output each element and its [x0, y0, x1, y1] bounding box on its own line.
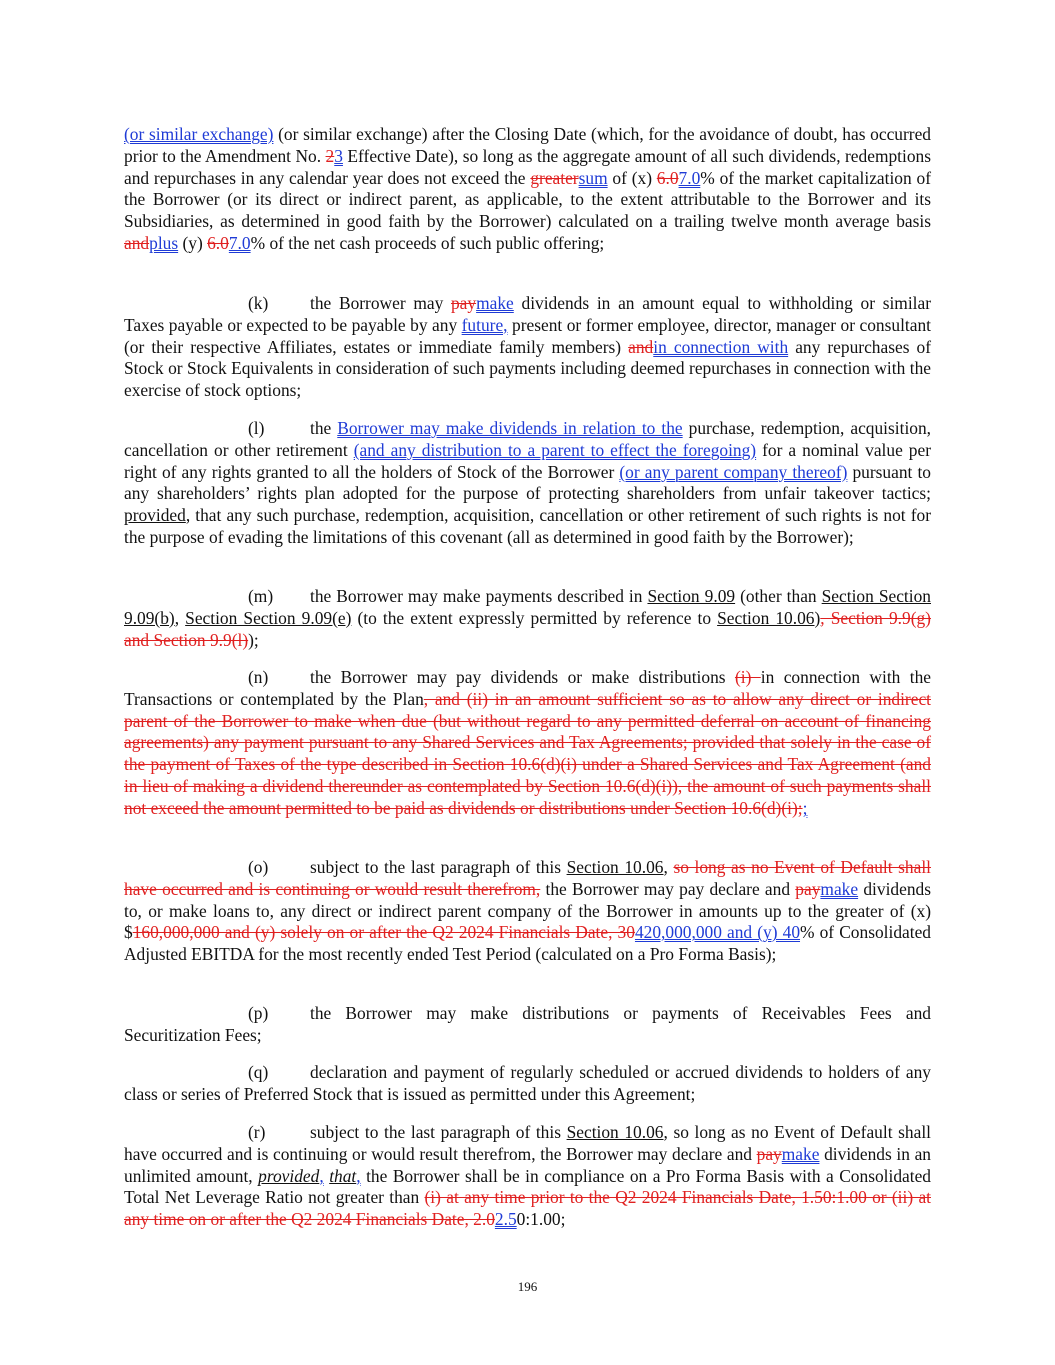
deleted-text: 2: [325, 145, 335, 166]
inserted-text: (and any distribution to a parent to effect the foregoing): [353, 439, 757, 460]
text-run: , so long as no Event of Default shall have occurred and is continuing or would result therefrom, the Borrower may declare and: [124, 1122, 931, 1164]
text-run: subject to the last paragraph of this: [310, 1122, 567, 1142]
text-run: ,: [663, 857, 674, 877]
text-run: subject to the last paragraph of this: [310, 857, 567, 877]
text-run: );: [248, 629, 259, 650]
deleted-text: , Section 9.9(g) and Section 9.9(l): [124, 607, 931, 650]
inserted-text: 420,000,000 and (y) 40: [634, 922, 801, 943]
text-run: declaration and payment of regularly scheduled or accrued dividends to holders of any class or series of Preferred Stock that is issued as permitted under this Agreement;: [124, 1062, 931, 1104]
text-run: the Borrower may make distributions or payments of Receivables Fees and Securitization Fees;: [124, 1003, 931, 1045]
deleted-text: pay: [450, 293, 477, 313]
inserted-text: (or similar exchange): [124, 124, 274, 144]
text-run: purchase, redemption, acquisition, cancellation or other retirement: [124, 418, 932, 460]
text-run: the Borrower may pay declare and: [540, 878, 796, 899]
text-run: the Borrower may: [310, 293, 451, 313]
clause-p: [124, 1003, 931, 1047]
underlined-reference: provided: [124, 505, 186, 526]
deleted-text: (i) at any time prior to the Q2 2024 Financials Date, 1.50:1.00 or (ii) at any time on or after the Q2 2024 Financials Date, 2.0: [124, 1187, 931, 1230]
underlined-reference: Section 10.06: [566, 1122, 664, 1142]
underlined-reference: Section Section 9.09(b): [124, 586, 931, 628]
inserted-text: in connection with: [653, 336, 789, 357]
clause-label: (n): [248, 667, 269, 687]
deleted-text: 6.0: [207, 232, 229, 253]
text-run: the Borrower shall be in compliance on a Pro Forma Basis with a Consolidated Total Net Leverage Ratio not greater than: [124, 1165, 931, 1208]
inserted-text: future,: [461, 314, 508, 335]
text-run: the: [310, 418, 338, 438]
clause-label: (q): [248, 1062, 269, 1082]
inserted-text: sum: [578, 167, 608, 188]
inserted-text: make: [820, 878, 859, 899]
clause-q: [124, 1062, 931, 1106]
deleted-text: greater: [530, 167, 579, 188]
text-run: (or similar exchange) after the Closing Date (which, for the avoidance of doubt, has occurred prior to the Amendment No.: [124, 124, 931, 166]
inserted-text: make: [781, 1143, 820, 1164]
text-run: in connection with the Transactions or contemplated by the Plan: [124, 667, 931, 709]
inserted-text: ;: [802, 797, 808, 818]
clause-o: [124, 857, 931, 966]
inserted-text: 2.5: [494, 1209, 517, 1230]
deleted-text: so long as no Event of Default shall have occurred and is continuing or would result therefrom,: [124, 857, 932, 899]
text-run: , that any such purchase, redemption, acquisition, cancellation or other retirement of such rights is not for the purpose of evading the limitations of this covenant (all as determined in good faith by the Borrower);: [124, 505, 931, 547]
clause-l: [124, 418, 931, 549]
underlined-reference: Section 10.06: [566, 857, 664, 877]
inserted-text: ,: [356, 1165, 361, 1186]
inserted-text: make: [476, 293, 514, 313]
text-run: of (x): [607, 167, 657, 188]
text-run: Effective Date), so long as the aggregate amount of all such dividends, redemptions and repurchases in any calendar year does not exceed the: [124, 145, 931, 188]
inserted-text: ,: [319, 1165, 324, 1186]
text-run: % of the market capitalization of the Borrower (or its direct or indirect parent, as applicable, to the extent attributable to the Borrower and its Subsidiaries, as determined in good faith by the Borrower) calculated on a trailing twelve month average basis: [124, 167, 931, 232]
paragraph-continuation: [124, 124, 931, 255]
clause-label: (p): [248, 1003, 269, 1023]
inserted-text: (or any parent company thereof): [619, 461, 848, 482]
deleted-text: and: [124, 232, 150, 253]
deleted-text: 6.0: [656, 167, 679, 188]
deleted-text: pay: [756, 1143, 782, 1164]
text-run: any repurchases of Stock or Stock Equivalents in consideration of such payments including deemed repurchases in connection with the exercise of stock options;: [124, 336, 932, 401]
underlined-italic-term: provided: [258, 1165, 320, 1186]
deleted-text: pay: [795, 878, 821, 899]
text-run: % of the net cash proceeds of such public offering;: [250, 232, 605, 253]
inserted-text: plus: [149, 232, 179, 253]
clause-label: (l): [248, 418, 265, 438]
text-run: for a nominal value per right of any rights granted to all the holders of Stock of the Borrower: [124, 439, 931, 482]
inserted-text: Borrower may make dividends in relation to the: [337, 418, 683, 438]
text-run: dividends to, or make loans to, any direct or indirect parent company of the Borrower in amounts up to the greater of (x) $: [124, 878, 931, 943]
underlined-italic-term: that: [329, 1165, 357, 1186]
clause-m: [124, 586, 931, 651]
text-run: (y): [178, 232, 208, 253]
text-run: % of Consolidated Adjusted EBITDA for the most recently ended Test Period (calculated on a Pro Forma Basis);: [124, 922, 931, 965]
clause-label: (m): [248, 586, 274, 606]
underlined-reference: Section 10.06): [717, 607, 821, 628]
clause-n: [124, 667, 931, 820]
text-run: 0:1.00;: [516, 1209, 566, 1230]
text-run: (to the extent expressly permitted by reference to: [351, 607, 718, 628]
text-run: ,: [174, 607, 186, 628]
clause-r: [124, 1122, 931, 1231]
text-run: dividends in an unlimited amount,: [124, 1143, 931, 1186]
text-run: present or former employee, director, manager or consultant (or their respective Affiliates, estates or immediate family members): [124, 314, 932, 357]
deleted-text: 160,000,000 and (y) solely on or after the Q2 2024 Financials Date, 30: [132, 922, 635, 943]
deleted-text: (i): [734, 667, 761, 687]
underlined-reference: Section Section 9.09(e): [185, 607, 352, 628]
text-run: pursuant to any shareholders’ rights plan adopted for the purpose of protecting shareholders from unfair takeover tactics;: [124, 461, 931, 504]
page-number: 196: [517, 1279, 538, 1294]
text-run: dividends in an amount equal to withholding or similar Taxes payable or expected to be payable by any: [124, 293, 932, 335]
inserted-text: 3: [334, 145, 343, 166]
text-run: (other than: [735, 586, 822, 606]
underlined-reference: Section 9.09: [647, 586, 736, 606]
clause-label: (k): [248, 293, 269, 313]
inserted-text: 7.0: [228, 232, 251, 253]
inserted-text: 7.0: [678, 167, 701, 188]
deleted-text: and: [628, 336, 654, 357]
clause-label: (r): [248, 1122, 266, 1142]
text-run: the Borrower may pay dividends or make distributions: [310, 667, 735, 687]
text-run: the Borrower may make payments described in: [310, 586, 648, 606]
clause-label: (o): [248, 857, 269, 877]
deleted-text: , and (ii) in an amount sufficient so as to allow any direct or indirect parent of the Borrower to make when due (but without regard to any permitted deferral on account of financing agreements) any payment pursuant to any Shared Services and Tax Agreements; provided that solely in the case of the payment of Taxes of the type described in Section 10.6(d)(i) under a Shared Services and Tax Agreement (and in lieu of making a dividend thereunder as contemplated by Section 10.6(d)(i)), the amount of such payments shall not exceed the amount permitted to be paid as dividends or distributions under Section 10.6(d)(i);: [124, 688, 931, 818]
clause-k: [124, 293, 931, 402]
